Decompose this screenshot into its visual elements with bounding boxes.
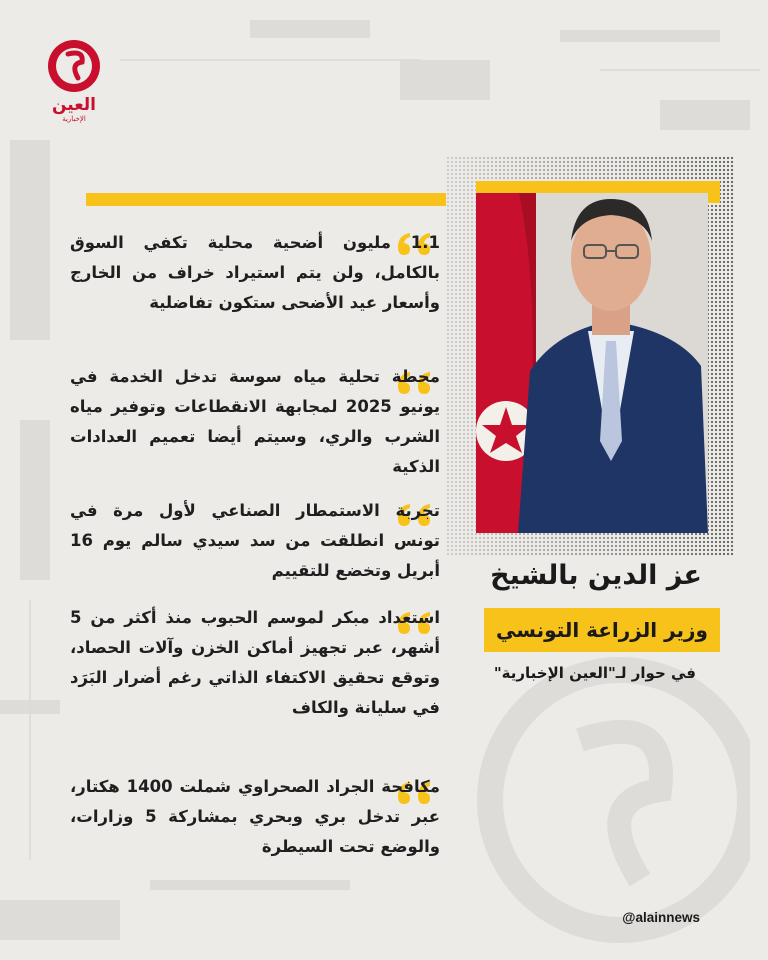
social-handle: @alainnews	[622, 910, 700, 925]
accent-bar	[86, 193, 446, 206]
person-title-badge: وزير الزراعة التونسي	[484, 608, 720, 652]
quote-2-text: محطة تحلية مياه سوسة تدخل الخدمة في يونيو 2025 لمجابهة الانقطاعات وتوفير مياه الشرب والري، وسيتم أيضا تعميم العدادات الذكية	[70, 367, 441, 476]
logo-text: العين	[51, 95, 97, 115]
quote-3-text: تجربة الاستمطار الصناعي لأول مرة في تونس انطلقت من سد سيدي سالم يوم 16 أبريل وتخضع للتقييم	[70, 501, 440, 580]
photo-side-accent-bar	[708, 181, 720, 203]
portrait-illustration	[476, 181, 708, 533]
photo-top-accent-bar	[476, 181, 708, 193]
alain-logo-icon	[40, 36, 108, 124]
interview-note: في حوار لـ"العين الإخبارية"	[493, 664, 696, 682]
quote-4-text: استعداد مبكر لموسم الحبوب منذ أكثر من 5 أشهر، عبر تجهيز أماكن الخزن وآلات الحصاد، وتوقع تحقيق الاكتفاء الذاتي رغم أضرار البَرَد في سليانة والكاف	[70, 608, 440, 717]
logo-subtext: الإخبارية	[62, 115, 86, 123]
quote-1	[70, 228, 440, 318]
brand-logo	[40, 36, 108, 124]
quote-3	[70, 496, 440, 586]
person-name: عز الدين بالشيخ	[490, 560, 702, 591]
quote-5	[70, 772, 440, 862]
quote-4	[70, 603, 440, 723]
quote-5-text: مكافحة الجراد الصحراوي شملت 1400 هكتار، عبر تدخل بري وبحري بمشاركة 5 وزارات، والوضع تحت السيطرة	[70, 777, 440, 856]
quote-2	[70, 362, 440, 482]
minister-portrait-photo	[476, 181, 708, 533]
quote-1-text: 1.1 مليون أضحية محلية تكفي السوق بالكامل، ولن يتم استيراد خراف من الخارج وأسعار عيد الأضحى ستكون تفاضلية	[70, 233, 440, 312]
